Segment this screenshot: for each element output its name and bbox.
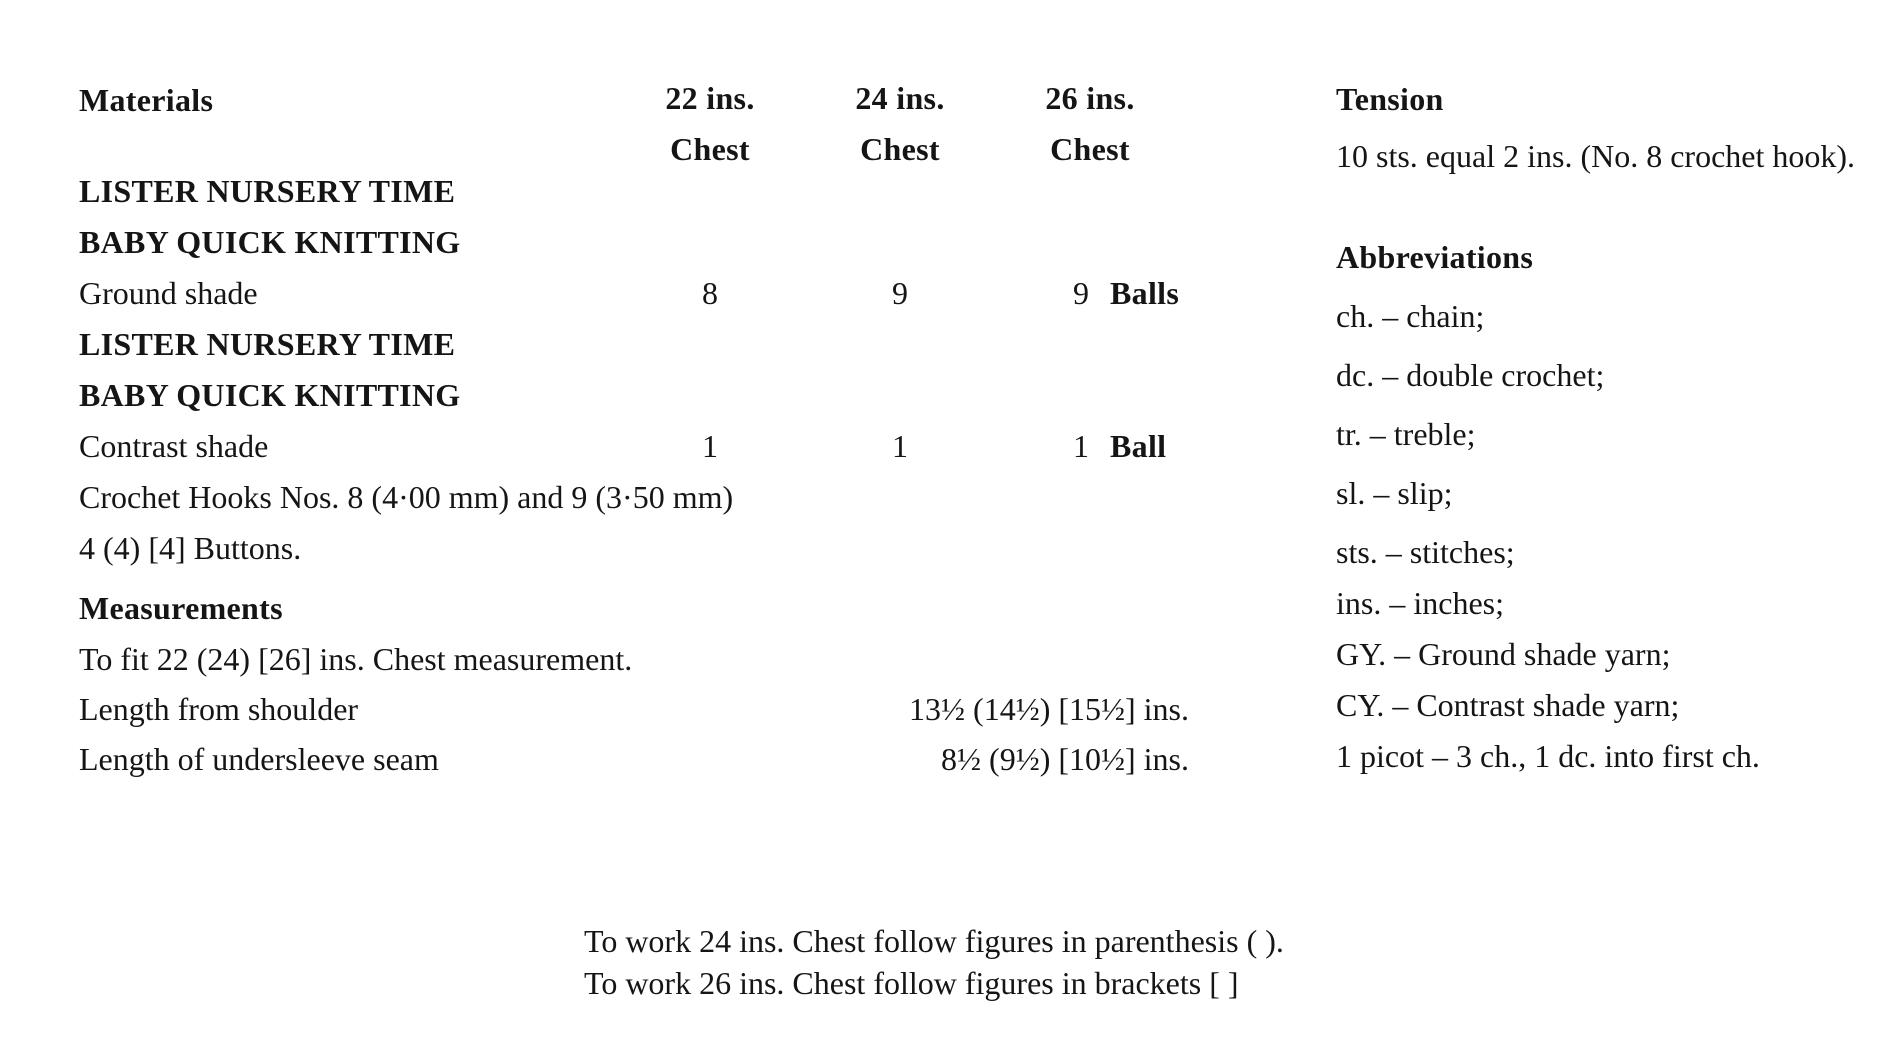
note-brackets: To work 26 ins. Chest follow figures in brackets [ ] [584,965,1239,1001]
yarn1-shade-label: Ground shade [79,275,258,311]
yarn1-brand-line1: LISTER NURSERY TIME [79,173,456,209]
tension-heading: Tension [1336,81,1444,117]
abbreviation-item: ins. – inches; [1336,585,1504,621]
sleeve-label: Length of undersleeve seam [79,741,439,777]
tension-text: 10 sts. equal 2 ins. (No. 8 crochet hook). [1336,138,1856,174]
materials-heading: Materials [79,82,214,118]
abbreviations-heading: Abbreviations [1336,239,1534,275]
yarn2-unit: Ball [1110,428,1167,464]
note-parenthesis: To work 24 ins. Chest follow figures in parenthesis ( ). [584,923,1284,959]
yarn1-qty-26: 9 [1073,275,1089,311]
yarn2-brand-line1: LISTER NURSERY TIME [79,326,456,362]
size-26-heading: 26 ins. [1045,80,1135,116]
sleeve-value: 8½ (9½) [10½] ins. [941,741,1189,777]
measurements-heading: Measurements [79,590,283,626]
yarn2-qty-24: 1 [892,428,908,464]
length-value: 13½ (14½) [15½] ins. [909,691,1189,727]
fit-text: To fit 22 (24) [26] ins. Chest measurement. [79,641,633,677]
abbreviation-item: CY. – Contrast shade yarn; [1336,687,1680,723]
yarn2-shade-label: Contrast shade [79,428,269,464]
length-label: Length from shoulder [79,691,359,727]
yarn1-qty-22: 8 [702,275,718,311]
abbreviation-item: sl. – slip; [1336,475,1453,511]
abbreviation-item: GY. – Ground shade yarn; [1336,636,1671,672]
yarn1-brand-line2: BABY QUICK KNITTING [79,224,461,260]
yarn2-qty-26: 1 [1073,428,1089,464]
yarn2-qty-22: 1 [702,428,718,464]
size-26-chest-label: Chest [1050,131,1130,167]
abbreviation-item: sts. – stitches; [1336,534,1515,570]
abbreviation-item: tr. – treble; [1336,416,1476,452]
buttons-text: 4 (4) [4] Buttons. [79,530,302,566]
size-24-chest-label: Chest [860,131,940,167]
size-22-chest-label: Chest [670,131,750,167]
abbreviation-item: ch. – chain; [1336,298,1485,334]
size-24-heading: 24 ins. [855,80,945,116]
abbreviation-item: 1 picot – 3 ch., 1 dc. into first ch. [1336,738,1760,774]
yarn1-unit: Balls [1110,275,1180,311]
yarn2-brand-line2: BABY QUICK KNITTING [79,377,461,413]
size-22-heading: 22 ins. [665,80,755,116]
abbreviation-item: dc. – double crochet; [1336,357,1605,393]
crochet-hooks-text: Crochet Hooks Nos. 8 (4·00 mm) and 9 (3·50 mm) [79,479,734,515]
yarn1-qty-24: 9 [892,275,908,311]
